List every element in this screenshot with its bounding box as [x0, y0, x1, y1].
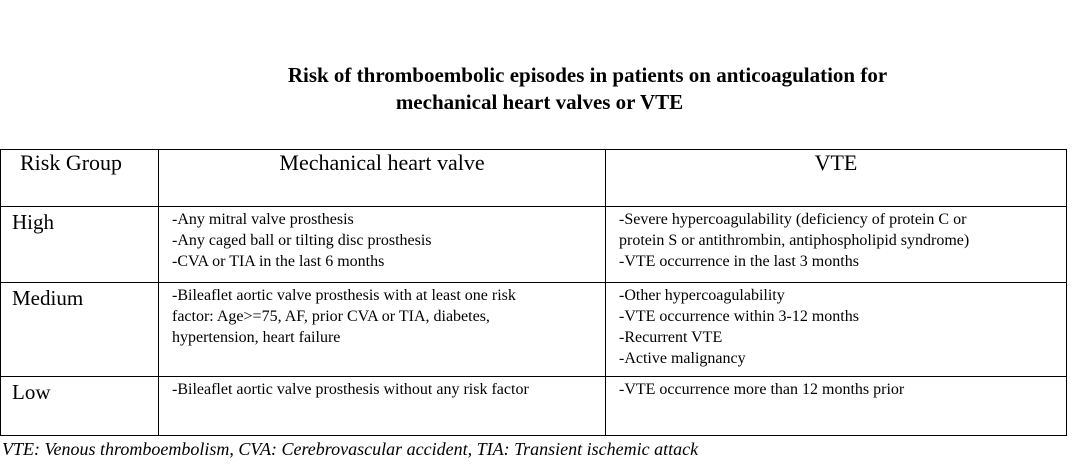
valve-criteria-medium	[159, 283, 606, 377]
valve-criterion: -CVA or TIA in the last 6 months	[172, 253, 385, 270]
title-line-2: mechanical heart valves or VTE	[395, 90, 684, 114]
header-vte: VTE	[606, 150, 1067, 207]
vte-criterion: -VTE occurrence in the last 3 months	[619, 253, 859, 270]
footnote-abbreviations: VTE: Venous thromboembolism, CVA: Cerebrovascular accident, TIA: Transient ischemic attack	[2, 439, 699, 459]
valve-criterion: factor: Age>=75, AF, prior CVA or TIA, diabetes,	[172, 308, 490, 325]
table-header-row	[1, 150, 1067, 207]
table-row-medium	[1, 283, 1067, 377]
vte-criterion: -Severe hypercoagulability (deficiency of protein C or	[619, 211, 967, 228]
risk-group-medium: Medium	[1, 283, 159, 377]
vte-criterion: -Other hypercoagulability	[619, 287, 785, 304]
table-row-high	[1, 207, 1067, 283]
vte-criterion: -VTE occurrence more than 12 months prior	[619, 381, 905, 398]
valve-criteria-low	[159, 377, 606, 436]
valve-criteria-high	[159, 207, 606, 283]
risk-table	[0, 149, 1067, 436]
risk-group-low: Low	[1, 377, 159, 436]
valve-criterion: hypertension, heart failure	[172, 329, 341, 346]
header-mechanical-heart-valve: Mechanical heart valve	[159, 150, 606, 207]
valve-criterion: -Bileaflet aortic valve prosthesis without any risk factor	[172, 381, 529, 398]
valve-criterion: -Any mitral valve prosthesis	[172, 211, 354, 228]
vte-criterion: -Active malignancy	[619, 350, 746, 367]
vte-criterion: protein S or antithrombin, antiphospholipid syndrome)	[619, 232, 970, 249]
valve-criterion: -Bileaflet aortic valve prosthesis with at least one risk	[172, 287, 516, 304]
vte-criterion: -Recurrent VTE	[619, 329, 723, 346]
header-risk-group: Risk Group	[1, 150, 159, 207]
valve-criterion: -Any caged ball or tilting disc prosthesis	[172, 232, 432, 249]
risk-group-high: High	[1, 207, 159, 283]
vte-criterion: -VTE occurrence within 3-12 months	[619, 308, 859, 325]
table-row-low	[1, 377, 1067, 436]
vte-criteria-medium	[606, 283, 1067, 377]
vte-criteria-high	[606, 207, 1067, 283]
title-line-1: Risk of thromboembolic episodes in patients on anticoagulation for	[287, 63, 888, 87]
vte-criteria-low	[606, 377, 1067, 436]
